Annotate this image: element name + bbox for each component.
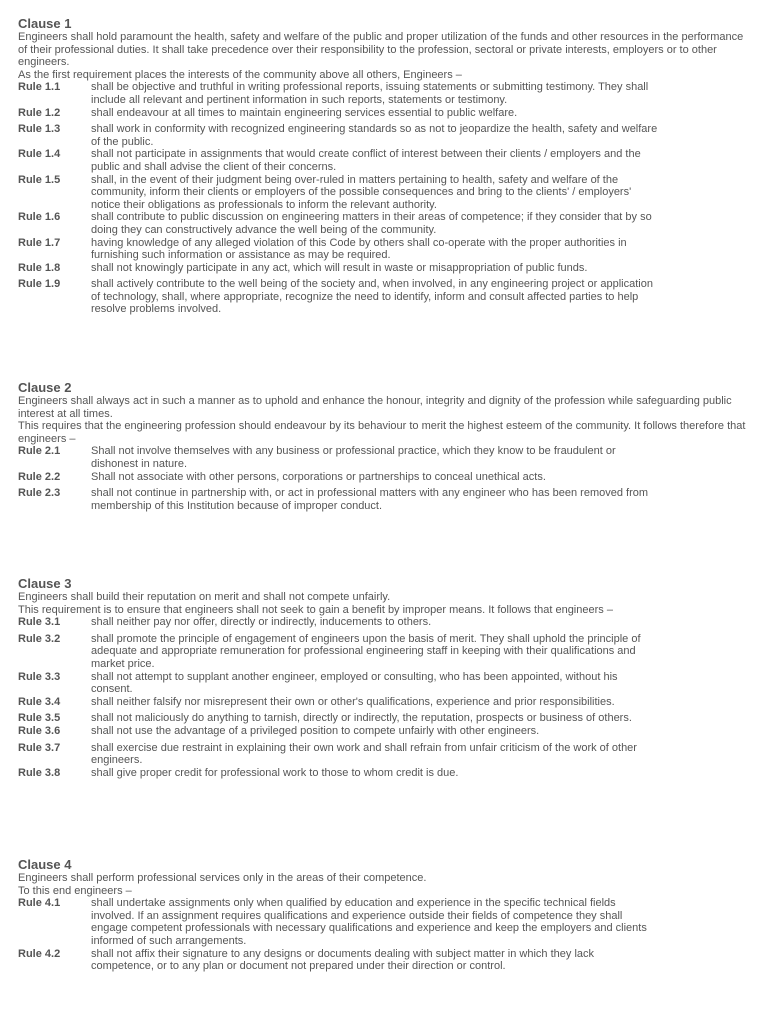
rule-4-1 [18, 897, 748, 947]
clause-paragraph: To this end engineers – [18, 884, 132, 897]
rule-label: Rule 3.1 [18, 616, 61, 629]
rule-label: Rule 1.6 [18, 211, 61, 224]
rule-label: Rule 1.5 [18, 173, 61, 186]
rule-3-4 [18, 696, 748, 709]
rule-1-6 [18, 211, 748, 236]
rule-1-7 [18, 237, 748, 262]
clause-title: Clause 2 [18, 380, 72, 395]
rule-text: shall not attempt to supplant another engineer, employed or consulting, who has been appointed, without his consent. [91, 670, 618, 696]
clause-paragraph: Engineers shall build their reputation on merit and shall not compete unfairly. [18, 591, 391, 603]
rule-1-1 [18, 81, 748, 106]
clause-title: Clause 1 [18, 16, 72, 31]
rule-label: Rule 2.1 [18, 445, 61, 458]
rule-text: shall endeavour at all times to maintain engineering services essential to public welfare. [91, 106, 518, 119]
clause-title: Clause 4 [18, 857, 72, 872]
clause-paragraph: This requirement is to ensure that engineers shall not seek to gain a benefit by improper means. It follows that engineers – [18, 603, 613, 616]
clause-3 [18, 576, 748, 779]
rule-text: shall not continue in partnership with, or act in professional matters with any engineer who has been removed from membership of this Institution because of improper conduct. [91, 487, 649, 512]
rule-label: Rule 3.4 [18, 695, 61, 708]
rule-label: Rule 1.9 [18, 278, 61, 291]
rule-4-2 [18, 948, 748, 973]
rule-3-2 [18, 633, 748, 671]
clause-paragraph: This requires that the engineering profession should endeavour by its behaviour to merit the highest esteem of the community. It follows therefore that engineers – [18, 420, 746, 445]
rule-text: shall not maliciously do anything to tarnish, directly or indirectly, the reputation, prospects or business of others. [91, 712, 632, 725]
clause-1 [18, 16, 748, 316]
rule-text: shall undertake assignments only when qualified by education and experience in the specific technical fields involved. If an assignment requires qualifications and experience outside their fields of competence they shall engage competent professionals with necessary qualifications and experience and keep the employers and clients informed of such arrangements. [91, 897, 647, 947]
rule-text: shall work in conformity with recognized engineering standards so as not to jeopardize the health, safety and welfare of the public. [91, 123, 658, 148]
rule-text: shall neither pay nor offer, directly or indirectly, inducements to others. [91, 616, 432, 629]
rule-1-8 [18, 262, 748, 275]
rule-1-3 [18, 123, 748, 148]
rule-label: Rule 1.3 [18, 123, 61, 136]
rule-2-2 [18, 471, 748, 484]
rule-text: Shall not involve themselves with any business or professional practice, which they know to be fraudulent or dishonest in nature. [91, 445, 616, 470]
rule-text: having knowledge of any alleged violation of this Code by others shall co-operate with the proper authorities in furnishing such information or assistance as may be required. [91, 236, 627, 262]
rule-2-1 [18, 445, 748, 470]
clause-paragraph: Engineers shall hold paramount the health, safety and welfare of the public and proper utilization of the funds and other resources in the performance of their professional duties. It shall take precedence over their responsibility to the profession, sectoral or private interests, employers or to other engineers. [18, 31, 744, 69]
rule-label: Rule 3.5 [18, 712, 61, 725]
rule-text: shall actively contribute to the well being of the society and, when involved, in any engineering project or application of technology, shall, where appropriate, recognize the need to identify, inform and consult affected parties to help resolve problems involved. [91, 278, 653, 316]
rule-1-4 [18, 148, 748, 173]
clause-paragraph: Engineers shall perform professional services only in the areas of their competence. [18, 872, 427, 884]
rule-1-2 [18, 107, 748, 120]
rule-text: shall give proper credit for professional work to those to whom credit is due. [91, 766, 459, 779]
rule-label: Rule 1.2 [18, 106, 61, 119]
rule-3-7 [18, 742, 748, 767]
rule-label: Rule 3.3 [18, 670, 61, 683]
rule-3-1 [18, 616, 748, 629]
clause-paragraph: As the first requirement places the interests of the community above all others, Engineers – [18, 68, 462, 81]
rule-label: Rule 2.3 [18, 487, 61, 500]
rule-text: shall, in the event of their judgment being over-ruled in matters pertaining to health, safety and welfare of the community, inform their clients or employers of the possible consequences and bring to the clients' / employers' notice their obligations as professionals to inform the relevant authority. [91, 173, 632, 211]
clause-4 [18, 857, 748, 973]
rule-label: Rule 4.1 [18, 897, 61, 910]
rule-text: Shall not associate with other persons, corporations or partnerships to conceal unethical acts. [91, 470, 546, 483]
rule-3-6 [18, 725, 748, 738]
rule-text: shall neither falsify nor misrepresent their own or other's qualifications, experience and prior responsibilities. [91, 695, 615, 708]
rule-label: Rule 1.1 [18, 81, 61, 94]
rule-3-5 [18, 712, 748, 725]
rule-2-3 [18, 487, 748, 512]
rule-label: Rule 3.8 [18, 766, 61, 779]
rule-label: Rule 3.7 [18, 741, 61, 754]
rule-label: Rule 4.2 [18, 947, 61, 960]
clause-paragraph: Engineers shall always act in such a manner as to uphold and enhance the honour, integrity and dignity of the profession while safeguarding public interest at all times. [18, 395, 732, 420]
rule-1-5 [18, 174, 748, 212]
rule-label: Rule 3.6 [18, 724, 61, 737]
rule-1-9 [18, 278, 748, 316]
rule-text: shall exercise due restraint in explaining their own work and shall refrain from unfair criticism of the work of other engineers. [91, 741, 637, 767]
rule-text: shall be objective and truthful in writing professional reports, issuing statements or submitting testimony. They shall include all relevant and pertinent information in such reports, statements or testimony. [91, 81, 649, 106]
rule-text: shall not use the advantage of a privileged position to compete unfairly with other engineers. [91, 724, 540, 737]
rule-label: Rule 1.7 [18, 236, 61, 249]
rule-label: Rule 3.2 [18, 632, 61, 645]
rule-3-3 [18, 671, 748, 696]
rule-3-8 [18, 767, 748, 780]
rule-text: shall contribute to public discussion on engineering matters in their areas of competence; if they consider that by so doing they can constructively advance the well being of the community. [91, 211, 652, 236]
rule-label: Rule 1.4 [18, 148, 61, 161]
clause-2 [18, 380, 748, 512]
rule-text: shall not knowingly participate in any act, which will result in waste or misappropriation of public funds. [91, 261, 588, 274]
clause-title: Clause 3 [18, 576, 72, 591]
rule-text: shall promote the principle of engagement of engineers upon the basis of merit. They shall uphold the principle of adequate and appropriate remuneration for professional engineering staff in keeping with their qualifications and market price. [91, 632, 641, 670]
rule-text: shall not affix their signature to any designs or documents dealing with subject matter in which they lack competence, or to any plan or document not prepared under their direction or control. [91, 947, 595, 973]
rule-text: shall not participate in assignments that would create conflict of interest between their clients / employers and the public and shall advise the client of their concerns. [91, 148, 641, 173]
rule-label: Rule 2.2 [18, 470, 61, 483]
rule-label: Rule 1.8 [18, 261, 61, 274]
